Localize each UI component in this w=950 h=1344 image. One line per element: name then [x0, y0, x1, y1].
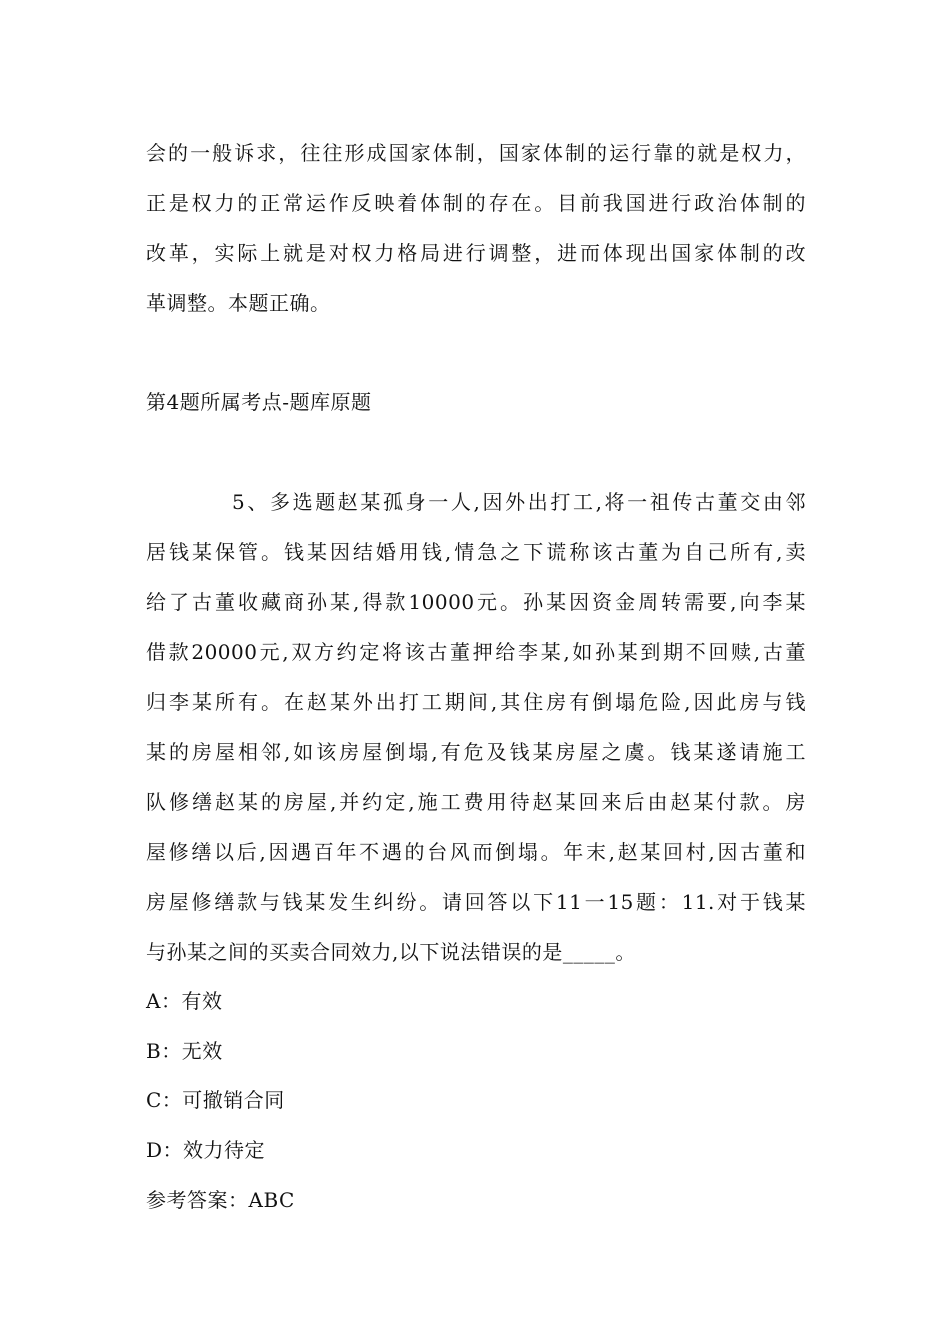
question-line: 借款20000元,双方约定将该古董押给李某,如孙某到期不回赎,古董: [146, 640, 806, 664]
option-c: C：可撤销合同: [146, 1088, 285, 1112]
paragraph-line: 正是权力的正常运作反映着体制的存在。目前我国进行政治体制的: [146, 191, 806, 215]
question-line: 5、多选题赵某孤身一人,因外出打工,将一祖传古董交由邻: [232, 490, 806, 514]
question-line: 归李某所有。在赵某外出打工期间,其住房有倒塌危险,因此房与钱: [146, 690, 806, 714]
paragraph-line: 会的一般诉求，往往形成国家体制，国家体制的运行靠的就是权力，: [146, 141, 806, 165]
option-d: D：效力待定: [146, 1138, 266, 1162]
topic-line: 第4题所属考点-题库原题: [146, 390, 372, 414]
paragraph-line: 改革，实际上就是对权力格局进行调整，进而体现出国家体制的改: [146, 241, 806, 265]
option-a: A：有效: [146, 989, 223, 1013]
question-line: 与孙某之间的买卖合同效力,以下说法错误的是_____。: [146, 940, 636, 964]
option-b: B：无效: [146, 1039, 223, 1063]
question-line: 某的房屋相邻,如该房屋倒塌,有危及钱某房屋之虞。钱某遂请施工: [146, 740, 806, 764]
paragraph-line: 革调整。本题正确。: [146, 291, 331, 315]
question-line: 队修缮赵某的房屋,并约定,施工费用待赵某回来后由赵某付款。房: [146, 790, 806, 814]
question-line: 给了古董收藏商孙某,得款10000元。孙某因资金周转需要,向李某: [146, 590, 806, 614]
reference-answer: 参考答案：ABC: [146, 1188, 295, 1212]
question-line: 房屋修缮款与钱某发生纠纷。请回答以下11一15题：11.对于钱某: [146, 890, 806, 914]
question-line: 居钱某保管。钱某因结婚用钱,情急之下谎称该古董为自己所有,卖: [146, 540, 806, 564]
question-line: 屋修缮以后,因遇百年不遇的台风而倒塌。年末,赵某回村,因古董和: [146, 840, 806, 864]
